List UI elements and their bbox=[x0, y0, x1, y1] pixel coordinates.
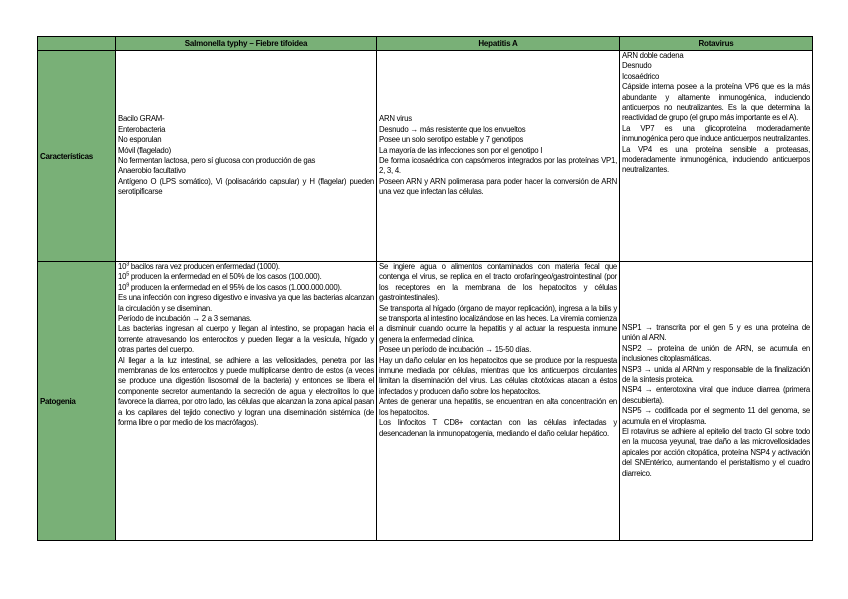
dose-exponent: 9 bbox=[126, 282, 129, 289]
comparison-table bbox=[37, 36, 813, 541]
text-line: La mayoría de las infecciones son por el genotipo I bbox=[379, 145, 543, 155]
text-line: Al llegar a la luz intestinal, se adhiere a las vellosidades, penetra por las membranas de los enterocitos y puede multiplicarse dentro de estos (a veces se produce una digestión lisosomal de la bacteria) y entonces se libera el componente secretor aumentando la secreción de agua y electrolitos lo que favorece la diarrea, por otro lado, las células que alcanzan la zona apical pasan a los capilares del tejido conectivo y logran una diseminación sistémica (de forma libre o por medio de los macrófagos). bbox=[118, 355, 374, 428]
text-line: Icosaédrico bbox=[622, 71, 660, 81]
text-line: El rotavirus se adhiere al epitelio del tracto GI sobre todo en la mucosa yeyunal, trae daño a las microvellosidades apicales por acción citopática, proteína NSP4 y activación del SNEntérico, aumentando el peristaltismo y el cuadro diarreico. bbox=[622, 427, 810, 478]
cell-rotavirus-caracteristicas bbox=[620, 51, 813, 262]
dose-exponent: 5 bbox=[126, 271, 129, 278]
cell-rotavirus-patogenia bbox=[620, 262, 813, 541]
text-line: La VP7 es una glicoproteína moderadamente inmunogénica pero que induce anticuerpos neutralizantes. bbox=[622, 123, 810, 144]
dose-text: bacilos rara vez producen enfermedad (1000). bbox=[129, 262, 280, 271]
text-line: Se ingiere agua o alimentos contaminados con materia fecal que contenga el virus, se replica en el tracto orofaríngeo/gastrointestinal (por los receptores en la membrana de los hepatocitos y células gastrointestinales). bbox=[379, 262, 617, 303]
dose-base: 10 bbox=[118, 282, 127, 292]
text-line: NSP5 → codificada por el segmento 11 del genoma, se acumula en el viroplasma. bbox=[622, 406, 810, 426]
text-line: ARN virus bbox=[379, 114, 412, 124]
header-hepatitis-a: Hepatitis A bbox=[377, 37, 620, 51]
text-line: La VP4 es una proteína sensible a proteasas, moderadamente inmunogénica, induciendo anticuerpos neutralizantes. bbox=[622, 144, 810, 175]
text-line: Se transporta al hígado (órgano de mayor replicación), ingresa a la bilis y se transporta al intestino localizándose en las heces. La viremia comienza a disminuir cuando ocurre la hepatitis y al actuar la respuesta inmune genera la enfermedad clínica. bbox=[379, 303, 617, 344]
text-line: Posee un solo serotipo estable y 7 genotipos bbox=[379, 135, 524, 145]
header-row bbox=[38, 37, 813, 51]
text-line: Período de incubación → 2 a 3 semanas. bbox=[118, 314, 252, 324]
text-line: NSP1 → transcrita por el gen 5 y es una proteína de unión al ARN. bbox=[622, 322, 810, 343]
dose-base: 10 bbox=[118, 272, 127, 282]
text-line: Enterobacteria bbox=[118, 124, 166, 134]
text-line bbox=[118, 272, 374, 282]
text-line: Poseen ARN y ARN polimerasa para poder hacer la conversión de ARN una vez que infectan las células. bbox=[379, 176, 617, 197]
cell-salmonella-patogenia bbox=[116, 262, 377, 541]
dose-text: producen la enfermedad en el 95% de los casos (1.000.000.000). bbox=[129, 282, 342, 292]
header-salmonella: Salmonella typhy – Fiebre tifoidea bbox=[116, 37, 377, 51]
text-line: NSP2 → proteína de unión de ARN, se acumula en inclusiones citoplasmáticas. bbox=[622, 343, 810, 364]
text-line: Bacilo GRAM- bbox=[118, 114, 165, 124]
text-line bbox=[118, 283, 374, 293]
cell-hepatitis-patogenia bbox=[377, 262, 620, 541]
text-line: Las bacterias ingresan al cuerpo y llegan al intestino, se propagan hacia el torrente atravesando los enterocitos y pueden llegar a la vesícula, hígado y otras partes del cuerpo. bbox=[118, 324, 374, 355]
cell-salmonella-caracteristicas bbox=[116, 51, 377, 262]
text-line: Es una infección con ingreso digestivo e invasiva ya que las bacterias alcanzan la circulación y se diseminan. bbox=[118, 293, 374, 313]
text-line: Anaerobio facultativo bbox=[118, 166, 186, 176]
text-line: NSP4 → enterotoxina viral que induce diarrea (primera descubierta). bbox=[622, 385, 810, 405]
text-line: Cápside interna posee a la proteína VP6 que es la más abundante y altamente inmunogénica, induciendo anticuerpos no neutralizantes. Es la que determina la reactividad de grupo (el grupo más importante es el A). bbox=[622, 82, 810, 123]
text-line: ARN doble cadena bbox=[622, 51, 684, 60]
row-label-patogenia: Patogenia bbox=[38, 262, 116, 541]
text-line: Antígeno O (LPS somático), Vi (polisacárido capsular) y H (flagelar) pueden serotipificarse bbox=[118, 176, 374, 197]
header-rotavirus: Rotavirus bbox=[620, 37, 813, 51]
text-line: NSP3 → unida al ARNm y responsable de la finalización de la síntesis proteica. bbox=[622, 364, 810, 384]
cell-hepatitis-caracteristicas bbox=[377, 51, 620, 262]
text-line: Posee un período de incubación → 15-50 días. bbox=[379, 345, 531, 355]
text-line: Hay un daño celular en los hepatocitos que se produce por la respuesta inmune mediada por células, mientras que los anticuerpos circulantes limitan la diseminación del virus. Las células citotóxicas atacan a éstos infectados y producen daño sobre los hepatocitos. bbox=[379, 355, 617, 396]
text-line: No esporulan bbox=[118, 135, 162, 145]
dose-exponent: 3 bbox=[126, 261, 129, 268]
text-line: Móvil (flagelado) bbox=[118, 145, 171, 155]
row-patogenia bbox=[38, 262, 813, 541]
text-line: Los linfocitos T CD8+ contactan con las células infectadas y desencadenan la inmunopatogenia, mediando el daño celular hepático. bbox=[379, 418, 617, 438]
dose-base: 10 bbox=[118, 262, 127, 271]
text-line: No fermentan lactosa, pero sí glucosa con producción de gas bbox=[118, 156, 316, 165]
text-line bbox=[118, 262, 374, 272]
row-caracteristicas bbox=[38, 51, 813, 262]
text-line: Desnudo bbox=[622, 61, 652, 71]
dose-text: producen la enfermedad en el 50% de los casos (100.000). bbox=[129, 272, 322, 282]
text-line: Antes de generar una hepatitis, se encuentran en alta concentración en los hepatocitos. bbox=[379, 397, 617, 417]
row-label-caracteristicas: Características bbox=[38, 51, 116, 262]
text-line: Desnudo → más resistente que los envueltos bbox=[379, 124, 526, 134]
header-corner-cell bbox=[38, 37, 116, 51]
text-line: De forma icosaédrica con capsómeros integrados por las proteínas VP1, 2, 3, 4. bbox=[379, 156, 617, 176]
